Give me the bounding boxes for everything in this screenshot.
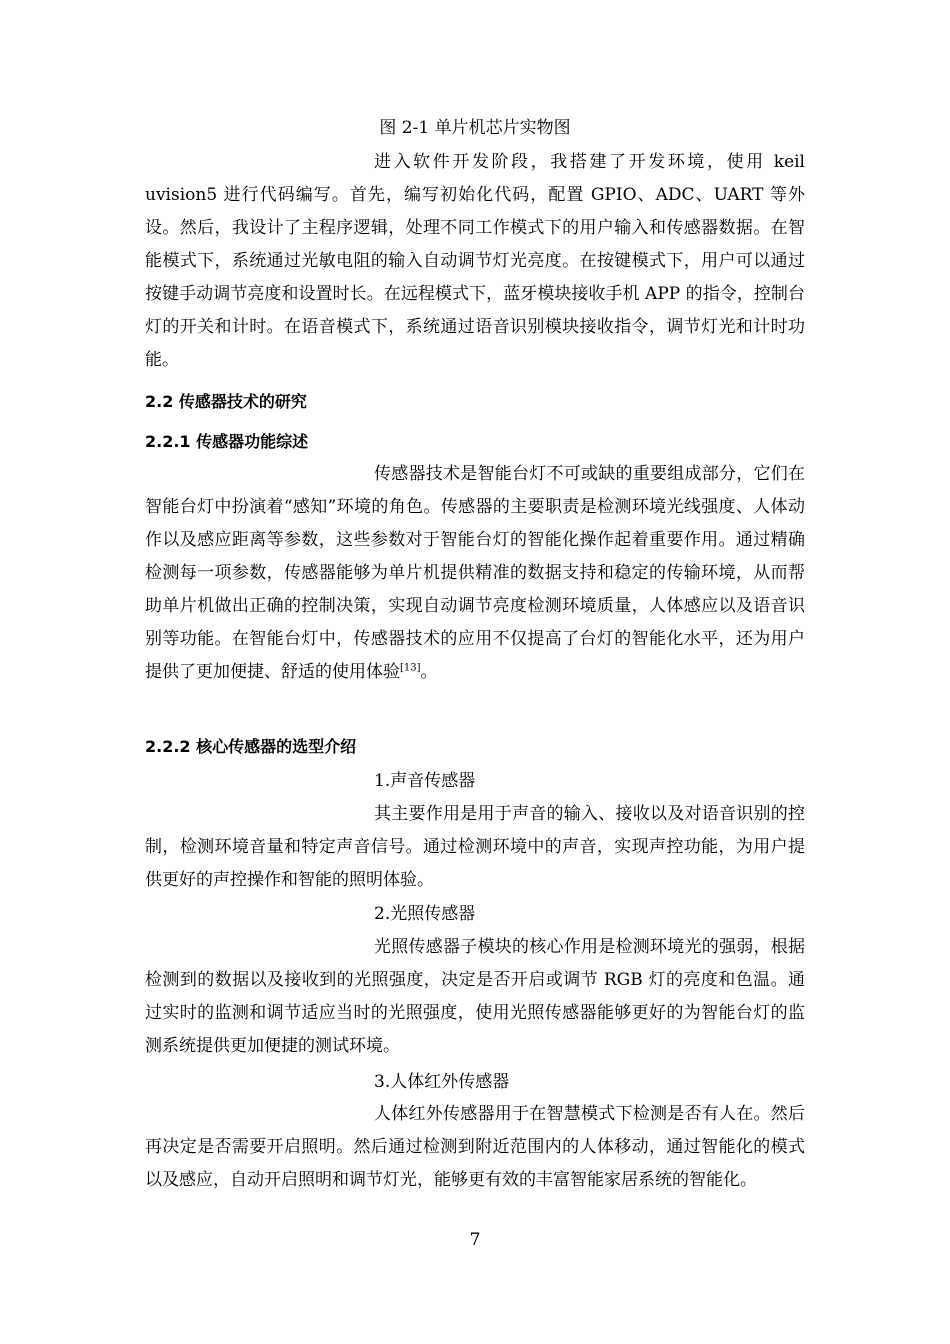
section-heading-2-2-2: 2.2.2 核心传感器的选型介绍 <box>145 737 357 756</box>
sensor-title-infrared: 3.人体红外传感器 <box>374 1072 510 1092</box>
paragraph-sensor-overview <box>145 458 805 689</box>
paragraph-end: 。 <box>420 662 438 682</box>
paragraph-body: 传感器技术是智能台灯不可或缺的重要组成部分，它们在智能台灯中扮演着“感知”环境的角色。传感器的主要职责是检测环境光线强度、人体动作以及感应距离等参数，这些参数对于智能台灯的智能化操作起着重要作用。通过精确检测每一项参数，传感器能够为单片机提供精准的数据支持和稳定的传输环境，从而帮助单片机做出正确的控制决策，实现自动调节亮度检测环境质量，人体感应以及语音识别等功能。在智能台灯中，传感器技术的应用不仅提高了台灯的智能化水平，还为用户提供了更加便捷、舒适的使用体验 <box>145 464 805 682</box>
citation-reference: [13] <box>400 662 421 674</box>
paragraph-text <box>145 458 805 689</box>
paragraph-text: 人体红外传感器用于在智慧模式下检测是否有人在。然后再决定是否需要开启照明。然后通过检测到附近范围内的人体移动，通过智能化的模式以及感应，自动开启照明和调节灯光，能够更有效的丰富智能家居系统的智能化。 <box>145 1104 805 1190</box>
paragraph-text: 光照传感器子模块的核心作用是检测环境光的强弱，根据检测到的数据以及接收到的光照强度，决定是否开启或调节 RGB 灯的亮度和色温。通过实时的监测和调节适应当时的光照强度，使用光照传感器能够更好的为智能台灯的监测系统提供更加便捷的测试环境。 <box>145 937 805 1056</box>
paragraph-text: 其主要作用是用于声音的输入、接收以及对语音识别的控制，检测环境音量和特定声音信号。通过检测环境中的声音，实现声控功能，为用户提供更好的声控操作和智能的照明体验。 <box>145 804 805 890</box>
section-heading-2-2: 2.2 传感器技术的研究 <box>145 392 307 411</box>
section-heading-2-2-1: 2.2.1 传感器功能综述 <box>145 432 309 451</box>
paragraph-infrared-sensor <box>145 1098 805 1197</box>
sensor-title-sound: 1.声音传感器 <box>374 771 476 791</box>
sensor-title-light: 2.光照传感器 <box>374 904 476 924</box>
paragraph-software-dev <box>145 146 805 377</box>
paragraph-text: 进入软件开发阶段，我搭建了开发环境，使用 keil uvision5 进行代码编写。首先，编写初始化代码，配置 GPIO、ADC、UART 等外设。然后，我设计了主程序逻辑，处理不同工作模式下的用户输入和传感器数据。在智能模式下，系统通过光敏电阻的输入自动调节灯光亮度。在按键模式下，用户可以通过按键手动调节亮度和设置时长。在远程模式下，蓝牙模块接收手机 APP 的指令，控制台灯的开关和计时。在语音模式下，系统通过语音识别模块接收指令，调节灯光和计时功能。 <box>145 152 805 370</box>
page-number: 7 <box>469 1230 481 1250</box>
paragraph-sound-sensor <box>145 798 805 897</box>
paragraph-light-sensor <box>145 931 805 1063</box>
figure-caption: 图 2-1 单片机芯片实物图 <box>379 118 571 138</box>
